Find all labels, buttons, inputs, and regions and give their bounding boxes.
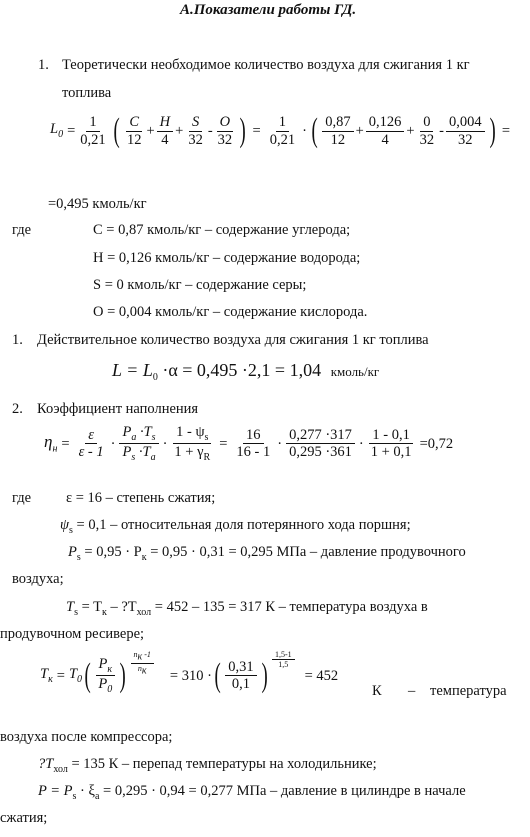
where-label-2: где (12, 490, 32, 506)
item-2-text: Действительное количество воздуха для сжигания 1 кг топлива (37, 332, 429, 348)
frac-s-32: $\frac{S}{32}$ (188, 114, 203, 148)
where-s-line: S = 0 кмоль/кг – содержание серы; (93, 277, 307, 293)
where-label-1: где (12, 222, 32, 238)
frac-031-01: $\frac{0,31}{0,1}$ (225, 659, 256, 693)
tk-dash: – (408, 683, 416, 699)
item-3-text: Коэффициент наполнения (37, 401, 199, 417)
formula-l: $L = L_0 \cdot\alpha = 0,495 \cdot 2,1 = 1,04$ кмоль/кг (112, 360, 380, 383)
frac-pk-p0: $\frac{P_к}{P_0}$ (95, 656, 115, 696)
p-cont: сжатия; (0, 810, 48, 826)
item-1-number: 1. (38, 57, 49, 73)
where-h-line: H = 0,126 кмоль/кг – содержание водорода; (93, 250, 361, 266)
where-ps-line: $P_s = 0,95 \cdot P_к = 0,95 \cdot 0,31 = 0,295$ МПа – давление продувочного (68, 544, 466, 563)
frac-16: $\frac{16}{16 - 1}$ (236, 426, 271, 461)
where-ps-cont: воздуха; (12, 571, 64, 587)
where-psi-line: $\psi_s = 0,1$ – относительная доля потерянного хода поршня; (60, 517, 411, 536)
tk-desc: температура (430, 683, 507, 699)
where-ts-line: $T_s = T_к$ – $?T_{хол} = 452 - 135 = 317$ К – температура воздуха в (66, 599, 428, 618)
frac-pa-ts: $\frac{P_a \cdot T_s}{P_s \cdot T_a}$ (119, 424, 158, 464)
item-1-line-2: топлива (62, 85, 112, 101)
where-eps-line: ε = 16 – степень сжатия; (66, 490, 216, 506)
item-1-line-1: Теоретически необходимое количество воздуха для сжигания 1 кг (62, 57, 470, 73)
formula-tk: $T_к$ = $T_0$ ( $\frac{P_к}{P_0}$ ) $\frac{n_к -1}{n_к}$ = 310 · ( $\frac{0,31}{0,1}$ ) $\frac{1,5-1}{1,5}$ = 452 (40, 650, 339, 696)
frac-0126-4: $\frac{0,126}{4}$ (366, 114, 405, 148)
p-line: $P = P_s \cdot \xi_a = 0,295 \cdot 0,94 = 0,277$ МПа – давление в цилиндре в начале (38, 783, 466, 802)
tk-unit: К (372, 683, 382, 699)
dt-line: $?T_{хол} = 135$ К – перепад температуры на холодильнике; (38, 756, 377, 775)
where-c-line: C = 0,87 кмоль/кг – содержание углерода; (93, 222, 351, 238)
exp-15: $\frac{1,5-1}{1,5}$ (272, 650, 295, 669)
frac-psi-values: $\frac{1 - 0,1}{1 + 0,1}$ (370, 426, 412, 461)
frac-pressure-values: $\frac{0,277 \cdot 317}{0,295 \cdot 361}$ (286, 427, 355, 461)
item-2-number: 1. (12, 332, 23, 348)
frac-0004-32: $\frac{0,004}{32}$ (446, 114, 485, 148)
frac-0-32: $\frac{0}{32}$ (419, 114, 435, 148)
frac-h-4: $\frac{H}{4}$ (157, 114, 173, 148)
l0-result: =0,495 кмоль/кг (48, 196, 147, 212)
item-3-number: 2. (12, 401, 23, 417)
where-ts-cont: продувочном ресивере; (0, 626, 145, 642)
frac-o-32: $\frac{O}{32}$ (217, 114, 233, 148)
l0-symbol: $L_0$ (50, 121, 64, 141)
formula-l0: $L_0$ = $\frac{1}{0,21}$ ( $\frac{C}{12}$ + $\frac{H}{4}$ + $\frac{S}{32}$ - $\frac{O}{32}$ ) = $\frac{1}{0,21}$ · ( $\frac{0,87}{12}$ + $\frac{0,126}{4}$ + $\frac{0}{32}$ - $\frac{0,004}{32}$ ) = (50, 112, 511, 150)
frac-c-12: $\frac{C}{12}$ (126, 114, 142, 148)
frac-psi-gamma: $\frac{1 - \psi_s}{1 + \gamma_R}$ (174, 424, 211, 464)
where-o-line: O = 0,004 кмоль/кг – содержание кислорода. (93, 304, 368, 320)
page-title: А.Показатели работы ГД. (180, 2, 357, 18)
frac-eps: $\frac{\varepsilon}{\varepsilon - 1}$ (78, 426, 104, 461)
tk-cont: воздуха после компрессора; (0, 729, 173, 745)
exp-nk: $\frac{n_к -1}{n_к}$ (131, 650, 154, 677)
frac-1-021: $\frac{1}{0,21}$ (80, 114, 106, 148)
formula-eta: $\eta_н$ = $\frac{\varepsilon}{\varepsilon - 1}$ · $\frac{P_a \cdot T_s}{P_s \cdot T_a}$ · $\frac{1 - \psi_s}{1 + \gamma_R}$ = $\frac{16}{16 - 1}$ · $\frac{0,277 \cdot 317}{0,295 \cdot 361}$ · $\frac{1 - 0,1}{1 + 0,1}$ =0,72 (44, 424, 454, 464)
frac-087-12: $\frac{0,87}{12}$ (322, 114, 353, 148)
frac-1-021-b: $\frac{1}{0,21}$ (269, 114, 296, 148)
